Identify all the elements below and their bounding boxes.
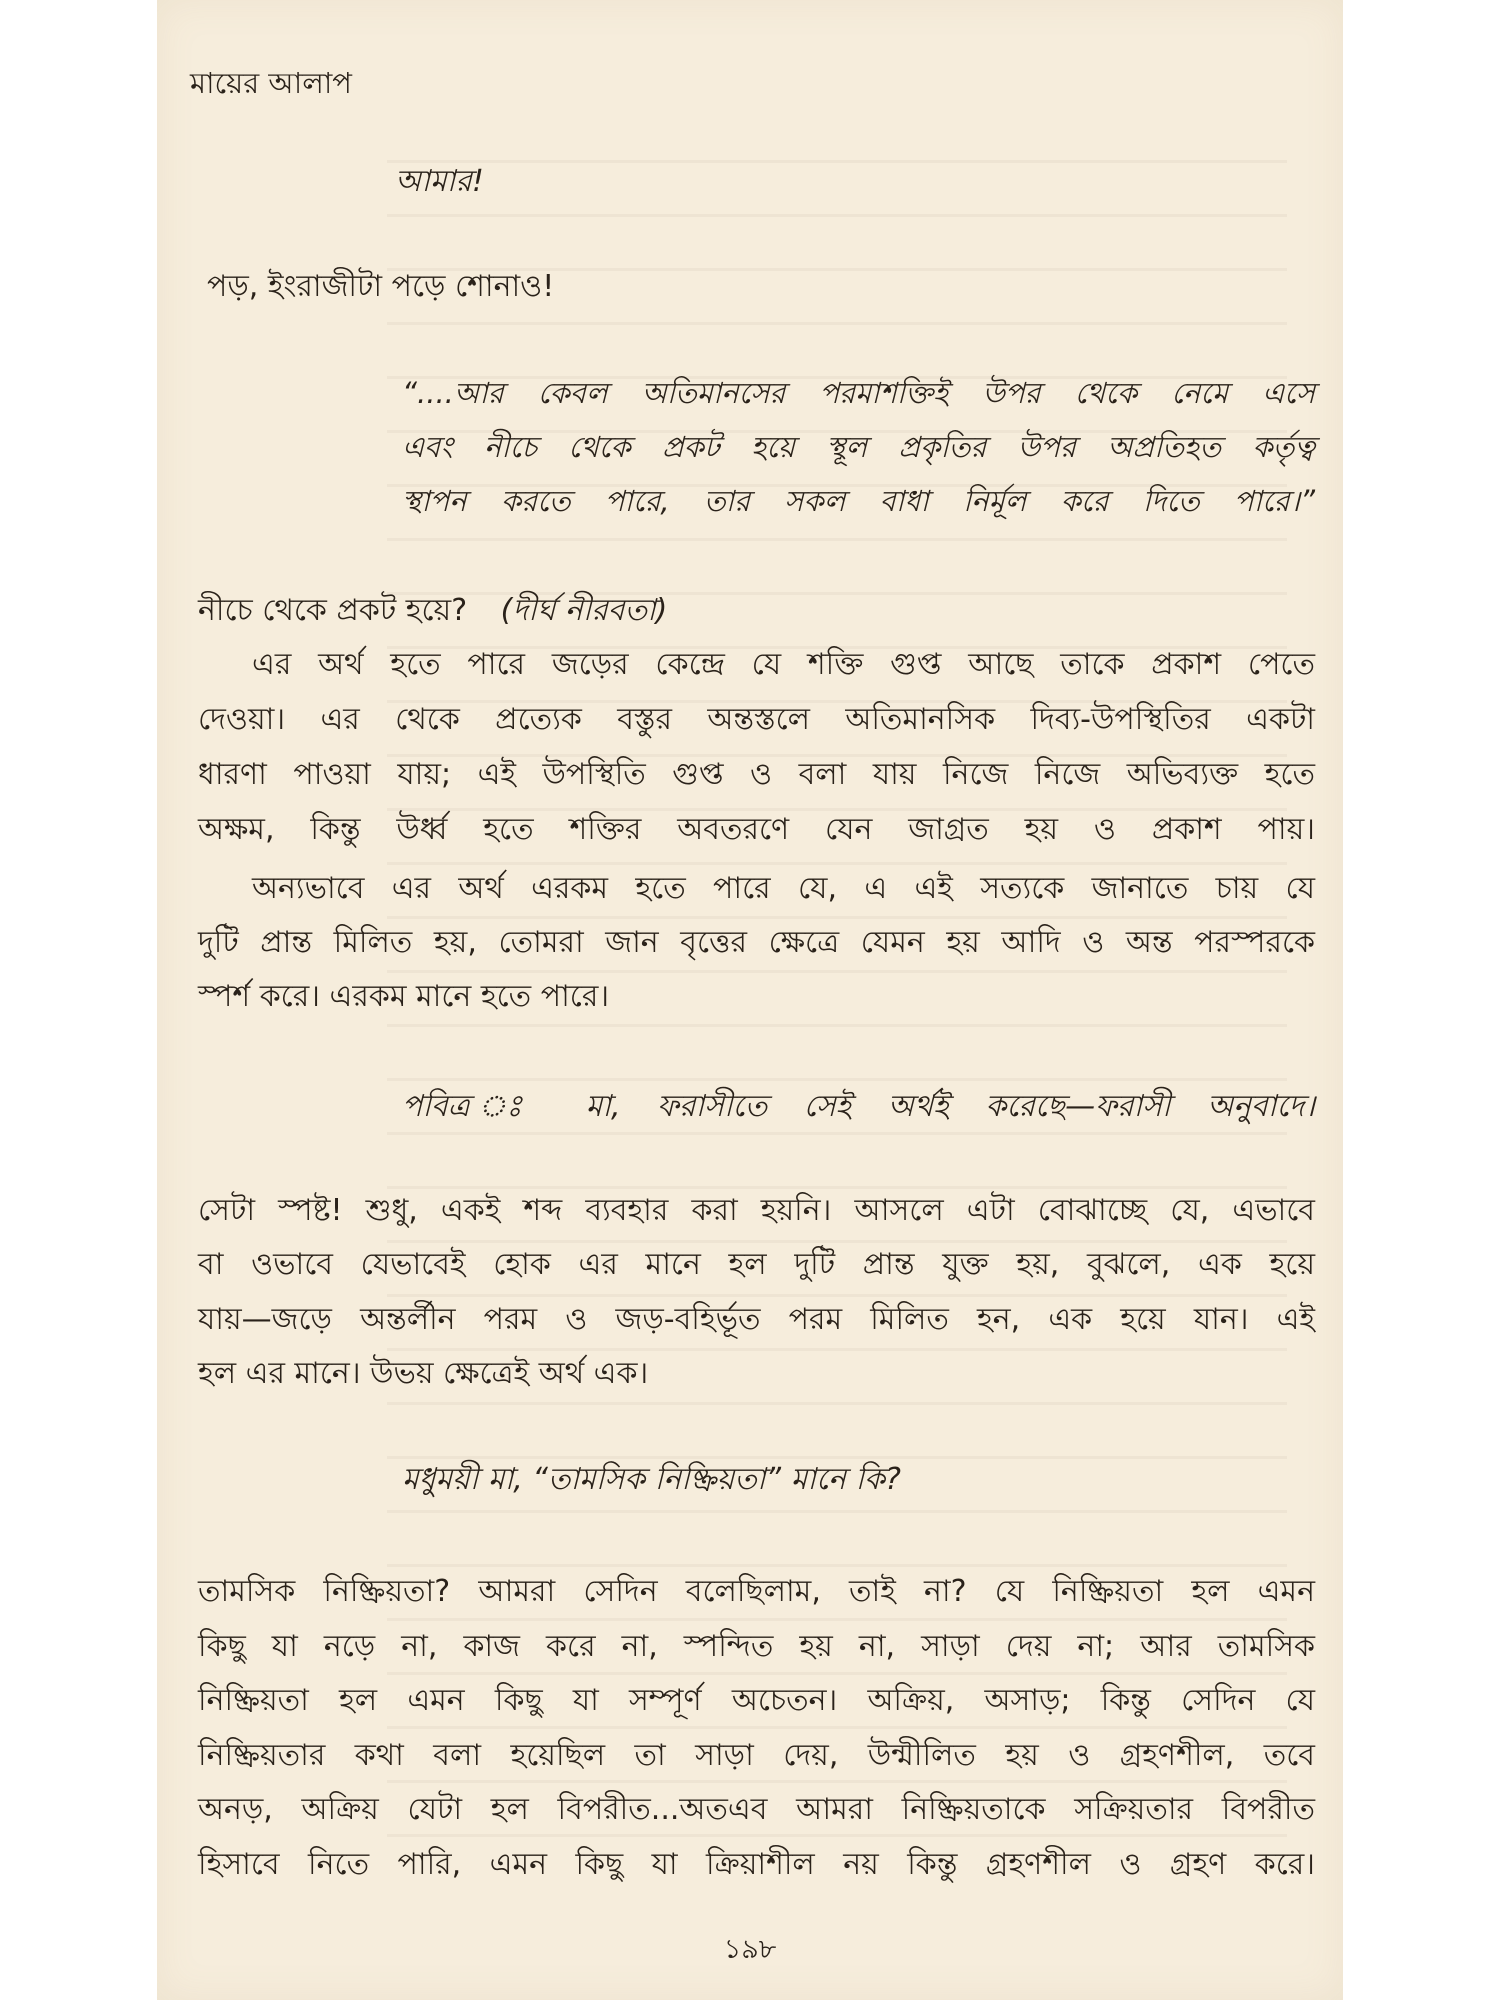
speaker-madhumayi: মধুময়ী মা, “তামসিক নিষ্ক্রিয়তা” মানে কি? [402, 1462, 901, 1497]
running-header: মায়ের আলাপ [190, 66, 352, 100]
para1-line-3: ধারণা পাওয়া যায়; এই উপস্থিতি গুপ্ত ও বলা যায় নিজে নিজে অভিব্যক্ত হতে [198, 757, 1315, 792]
question-text: নীচে থেকে প্রকট হয়ে? [198, 593, 468, 628]
para3-line-4: হল এর মানে। উভয় ক্ষেত্রেই অর্থ এক। [198, 1356, 649, 1391]
para4-line-5: অনড়, অক্রিয় যেটা হল বিপরীত...অতএব আমরা নিষ্ক্রিয়তাকে সক্রিয়তার বিপরীত [198, 1792, 1315, 1827]
speaker-pabitra: পবিত্র ঃ মা, ফরাসীতে সেই অর্থই করেছে—ফরাসী অনুবাদে। [402, 1089, 1315, 1124]
para4-line-1: তামসিক নিষ্ক্রিয়তা? আমরা সেদিন বলেছিলাম, তাই না? যে নিষ্ক্রিয়তা হল এমন [198, 1574, 1315, 1609]
page-number: ১৯৮ [723, 1934, 777, 1965]
quote-line-3: স্থাপন করতে পারে, তার সকল বাধা নির্মূল করে দিতে পারে।” [402, 484, 1315, 518]
dialogue-line-amar: আমার! [395, 164, 484, 199]
book-page [157, 0, 1343, 2000]
question-note: (দীর্ঘ নীরবতা) [500, 593, 668, 628]
para2-line-3: স্পর্শ করে। এরকম মানে হতে পারে। [198, 979, 610, 1014]
quote-line-2: এবং নীচে থেকে প্রকট হয়ে স্থূল প্রকৃতির উপর অপ্রতিহত কর্তৃত্ব [402, 430, 1315, 464]
para4-line-3: নিষ্ক্রিয়তা হল এমন কিছু যা সম্পূর্ণ অচেতন। অক্রিয়, অসাড়; কিন্তু সেদিন যে [198, 1683, 1315, 1718]
para4-line-6: হিসাবে নিতে পারি, এমন কিছু যা ক্রিয়াশীল নয় কিন্তু গ্রহণশীল ও গ্রহণ করে। [198, 1847, 1315, 1882]
para4-line-4: নিষ্ক্রিয়তার কথা বলা হয়েছিল তা সাড়া দেয়, উন্মীলিত হয় ও গ্রহণশীল, তবে [198, 1738, 1315, 1773]
para3-line-2: বা ওভাবে যেভাবেই হোক এর মানে হল দুটি প্রান্ত যুক্ত হয়, বুঝলে, এক হয়ে [198, 1247, 1315, 1282]
para2-line-1: অন্যভাবে এর অর্থ এরকম হতে পারে যে, এ এই সত্যকে জানাতে চায় যে [252, 871, 1315, 906]
para1-line-1: এর অর্থ হতে পারে জড়ের কেন্দ্রে যে শক্তি গুপ্ত আছে তাকে প্রকাশ পেতে [252, 647, 1315, 682]
quote-line-1: “....আর কেবল অতিমানসের পরমাশক্তিই উপর থেকে নেমে এসে [402, 376, 1315, 410]
para2-line-2: দুটি প্রান্ত মিলিত হয়, তোমরা জান বৃত্তের ক্ষেত্রে যেমন হয় আদি ও অন্ত পরস্পরকে [198, 925, 1315, 960]
para1-line-4: অক্ষম, কিন্তু উর্ধ্ব হতে শক্তির অবতরণে যেন জাগ্রত হয় ও প্রকাশ পায়। [198, 812, 1315, 847]
para1-line-2: দেওয়া। এর থেকে প্রত্যেক বস্তুর অন্তস্তলে অতিমানসিক দিব্য-উপস্থিতির একটা [198, 702, 1315, 737]
para3-line-1: সেটা স্পষ্ট! শুধু, একই শব্দ ব্যবহার করা হয়নি। আসলে এটা বোঝাচ্ছে যে, এভাবে [198, 1193, 1315, 1228]
para3-line-3: যায়—জড়ে অন্তর্লীন পরম ও জড়-বহির্ভূত পরম মিলিত হন, এক হয়ে যান। এই [198, 1302, 1315, 1337]
dialogue-line-read-english: পড়, ইংরাজীটা পড়ে শোনাও! [207, 269, 555, 304]
question-line [198, 591, 667, 631]
para4-line-2: কিছু যা নড়ে না, কাজ করে না, স্পন্দিত হয় না, সাড়া দেয় না; আর তামসিক [198, 1629, 1315, 1664]
